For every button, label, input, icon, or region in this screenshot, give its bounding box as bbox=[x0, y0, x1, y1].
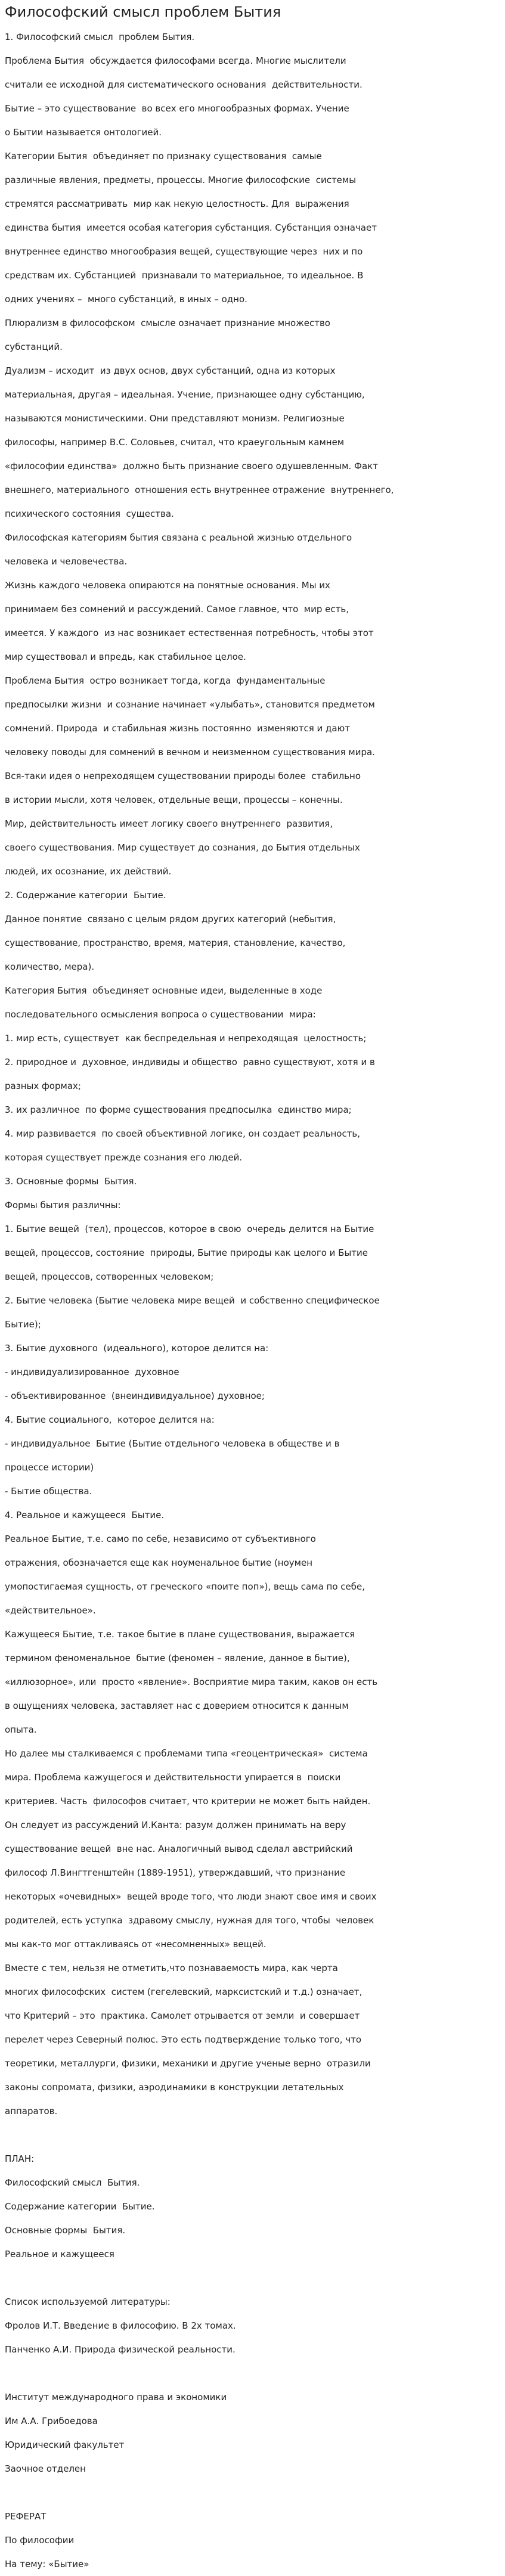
text-line: одних учениях – много субстанций, в иных – одно. bbox=[5, 294, 247, 305]
text-line: - Бытие общества. bbox=[5, 1486, 92, 1497]
text-line: что Критерий – это практика. Самолет отрывается от земли и совершает bbox=[5, 2010, 360, 2021]
text-line: мира. Проблема кажущегося и действительности упирается в поиски bbox=[5, 1772, 341, 1783]
text-line: «иллюзорное», или просто «явление». Восприятие мира таким, каков он есть bbox=[5, 1677, 378, 1687]
text-line: существование, пространство, время, материя, становление, качество, bbox=[5, 938, 346, 948]
text-line: умопостигаемая сущность, от греческого «поите поп»), вещь сама по себе, bbox=[5, 1581, 365, 1592]
page-title: Философский смысл проблем Бытия bbox=[5, 4, 281, 20]
text-line: Фролов И.Т. Введение в философию. В 2х томах. bbox=[5, 2320, 236, 2331]
text-line: ПЛАН: bbox=[5, 2153, 35, 2164]
text-line: своего существования. Мир существует до сознания, до Бытия отдельных bbox=[5, 842, 360, 853]
text-line: мир существовал и впредь, как стабильное целое. bbox=[5, 651, 246, 662]
text-line: различные явления, предметы, процессы. Многие философские системы bbox=[5, 175, 357, 185]
text-line: Список используемой литературы: bbox=[5, 2296, 171, 2307]
text-line: Философский смысл Бытия. bbox=[5, 2177, 140, 2188]
text-line: Плюрализм в философском смысле означает признание множество bbox=[5, 318, 330, 328]
text-line: Категории Бытия объединяет по признаку существования самые bbox=[5, 151, 322, 162]
text-line: Данное понятие связано с целым рядом других категорий (небытия, bbox=[5, 914, 336, 924]
text-line: Заочное отделен bbox=[5, 2463, 86, 2474]
text-line: стремятся рассматривать мир как некую целостность. Для выражения bbox=[5, 198, 349, 209]
text-line: принимаем без сомнений и рассуждений. Самое главное, что мир есть, bbox=[5, 604, 349, 614]
text-line: законы сопромата, физики, аэродинамики в конструкции летательных bbox=[5, 2082, 344, 2093]
text-line: Он следует из рассуждений И.Канта: разум должен принимать на веру bbox=[5, 1820, 346, 1830]
text-line: 3. Основные формы Бытия. bbox=[5, 1176, 137, 1187]
blank-line bbox=[5, 2123, 500, 2147]
text-line: Но далее мы сталкиваемся с проблемами типа «геоцентрическая» система bbox=[5, 1748, 368, 1759]
text-line: Проблема Бытия обсуждается философами всегда. Многие мыслители bbox=[5, 55, 346, 66]
text-line: вещей, процессов, сотворенных человеком; bbox=[5, 1271, 214, 1282]
text-line: 4. Реальное и кажущееся Бытие. bbox=[5, 1510, 165, 1520]
text-line: Категория Бытия объединяет основные идеи, выделенные в ходе bbox=[5, 985, 323, 996]
text-line: 4. Бытие социального, которое делится на: bbox=[5, 1414, 215, 1425]
text-line: Реальное Бытие, т.е. само по себе, независимо от субъективного bbox=[5, 1534, 316, 1544]
text-line: имеется. У каждого из нас возникает естественная потребность, чтобы этот bbox=[5, 628, 374, 638]
text-line: перелет через Северный полюс. Это есть подтверждение только того, что bbox=[5, 2034, 362, 2045]
text-line: Им А.А. Грибоедова bbox=[5, 2416, 98, 2426]
text-line: называются монистическими. Они представляют монизм. Религиозные bbox=[5, 413, 345, 424]
text-line: «действительное». bbox=[5, 1605, 96, 1616]
text-line: отражения, обозначается еще как ноуменальное бытие (ноумен bbox=[5, 1557, 313, 1568]
text-line: людей, их осознание, их действий. bbox=[5, 866, 172, 877]
text-line: 3. Бытие духовного (идеального), которое делится на: bbox=[5, 1343, 269, 1354]
text-line: 1. Философский смысл проблем Бытия. bbox=[5, 32, 195, 42]
text-line: единства бытия имеется особая категория субстанция. Субстанция означает bbox=[5, 222, 377, 233]
text-line: в истории мысли, хотя человек, отдельные вещи, процессы – конечны. bbox=[5, 794, 343, 805]
text-line: Кажущееся Бытие, т.е. такое бытие в плане существования, выражается bbox=[5, 1629, 355, 1640]
text-line: внутреннее единство многообразия вещей, существующие через них и по bbox=[5, 246, 363, 257]
text-line: разных формах; bbox=[5, 1081, 81, 1091]
text-line: психического состояния существа. bbox=[5, 508, 174, 519]
text-line: философы, например В.С. Соловьев, считал, что краеугольным камнем bbox=[5, 437, 345, 448]
text-line: философ Л.Вингтгенштейн (1889-1951), утверждавший, что признание bbox=[5, 1867, 346, 1878]
text-line: «философии единства» должно быть признание своего одушевленным. Факт bbox=[5, 461, 378, 471]
text-line: процессе истории) bbox=[5, 1462, 94, 1473]
text-line: 2. Бытие человека (Бытие человека мире вещей и собственно специфическое bbox=[5, 1295, 380, 1306]
text-line: средствам их. Субстанцией признавали то материальное, то идеальное. В bbox=[5, 270, 364, 281]
text-line: Вместе с тем, нельзя не отметить,что познаваемость мира, как черта bbox=[5, 1963, 338, 1973]
text-line: многих философских систем (гегелевский, марксистский и т.д.) означает, bbox=[5, 1987, 363, 1997]
text-line: Вся-таки идея о непреходящем существовании природы более стабильно bbox=[5, 771, 361, 781]
text-line: Реальное и кажущееся bbox=[5, 2249, 114, 2260]
text-line: По философии bbox=[5, 2535, 75, 2546]
text-line: материальная, другая – идеальная. Учение, признающее одну субстанцию, bbox=[5, 389, 365, 400]
text-line: предпосылки жизни и сознание начинает «улыбать», становится предметом bbox=[5, 699, 375, 710]
text-line: Философская категориям бытия связана с реальной жизнью отдельного bbox=[5, 532, 352, 543]
text-line: Формы бытия различны: bbox=[5, 1200, 121, 1211]
text-line: теоретики, металлурги, физики, механики и другие ученые верно отразили bbox=[5, 2058, 371, 2069]
text-line: Основные формы Бытия. bbox=[5, 2225, 126, 2236]
text-line: Панченко А.И. Природа физической реальности. bbox=[5, 2344, 236, 2355]
text-line: которая существует прежде сознания его людей. bbox=[5, 1152, 243, 1163]
text-line: 1. мир есть, существует как беспредельная и непреходящая целостность; bbox=[5, 1033, 367, 1044]
text-line: Содержание категории Бытие. bbox=[5, 2201, 155, 2212]
text-line: сомнений. Природа и стабильная жизнь постоянно изменяются и дают bbox=[5, 723, 350, 734]
text-line: 2. природное и духовное, индивиды и общество равно существуют, хотя и в bbox=[5, 1057, 375, 1067]
blank-line bbox=[5, 2361, 500, 2385]
text-line: субстанций. bbox=[5, 342, 63, 352]
blank-line bbox=[5, 2266, 500, 2290]
text-line: человеку поводы для сомнений в вечном и неизменном существования мира. bbox=[5, 747, 375, 758]
text-line: Мир, действительность имеет логику своего внутреннего развития, bbox=[5, 818, 333, 829]
text-line: о Бытии называется онтологией. bbox=[5, 127, 162, 138]
text-line: опыта. bbox=[5, 1724, 37, 1735]
text-line: критериев. Часть философов считает, что критерии не может быть найден. bbox=[5, 1796, 371, 1807]
text-line: На тему: «Бытие» bbox=[5, 2559, 89, 2569]
text-line: - индивидуализированное духовное bbox=[5, 1367, 179, 1377]
text-line: РЕФЕРАТ bbox=[5, 2511, 47, 2522]
text-line: 2. Содержание категории Бытие. bbox=[5, 890, 166, 901]
text-line: последовательного осмысления вопроса о существовании мира: bbox=[5, 1009, 316, 1020]
text-line: - объективированное (внеиндивидуальное) духовное; bbox=[5, 1391, 265, 1401]
text-line: аппаратов. bbox=[5, 2106, 58, 2116]
text-line: Жизнь каждого человека опираются на понятные основания. Мы их bbox=[5, 580, 330, 591]
text-line: - индивидуальное Бытие (Бытие отдельного человека в обществе и в bbox=[5, 1438, 340, 1449]
text-line: количество, мера). bbox=[5, 961, 95, 972]
text-line: Институт международного права и экономики bbox=[5, 2392, 227, 2403]
text-line: термином феноменальное бытие (феномен – явление, данное в бытие), bbox=[5, 1653, 350, 1663]
blank-line bbox=[5, 2481, 500, 2504]
text-line: Бытие – это существование во всех его многообразных формах. Учение bbox=[5, 103, 349, 114]
text-line: 4. мир развивается по своей объективной логике, он создает реальность, bbox=[5, 1128, 361, 1139]
text-line: существование вещей вне нас. Аналогичный вывод сделал австрийский bbox=[5, 1843, 353, 1854]
text-line: Проблема Бытия остро возникает тогда, когда фундаментальные bbox=[5, 675, 326, 686]
text-line: в ощущениях человека, заставляет нас с доверием относится к данным bbox=[5, 1700, 349, 1711]
text-line: 1. Бытие вещей (тел), процессов, которое в свою очередь делится на Бытие bbox=[5, 1224, 374, 1234]
text-line: 3. их различное по форме существования предпосылка единство мира; bbox=[5, 1104, 352, 1115]
text-line: Бытие); bbox=[5, 1319, 41, 1330]
text-line: Юридический факультет bbox=[5, 2440, 125, 2450]
text-line: считали ее исходной для систематического основания действительности. bbox=[5, 79, 363, 90]
text-line: человека и человечества. bbox=[5, 556, 128, 567]
text-line: мы как-то мог оттакливаясь от «несомненных» вещей. bbox=[5, 1939, 267, 1950]
document-body bbox=[5, 25, 500, 2576]
text-line: родителей, есть уступка здравому смыслу, нужная для того, чтобы человек bbox=[5, 1915, 374, 1926]
text-line: Дуализм – исходит из двух основ, двух субстанций, одна из которых bbox=[5, 365, 336, 376]
text-line: некоторых «очевидных» вещей вроде того, что люди знают свое имя и своих bbox=[5, 1891, 377, 1902]
text-line: вещей, процессов, состояние природы, Бытие природы как целого и Бытие bbox=[5, 1247, 368, 1258]
text-line: внешнего, материального отношения есть внутреннее отражение внутреннего, bbox=[5, 485, 394, 495]
